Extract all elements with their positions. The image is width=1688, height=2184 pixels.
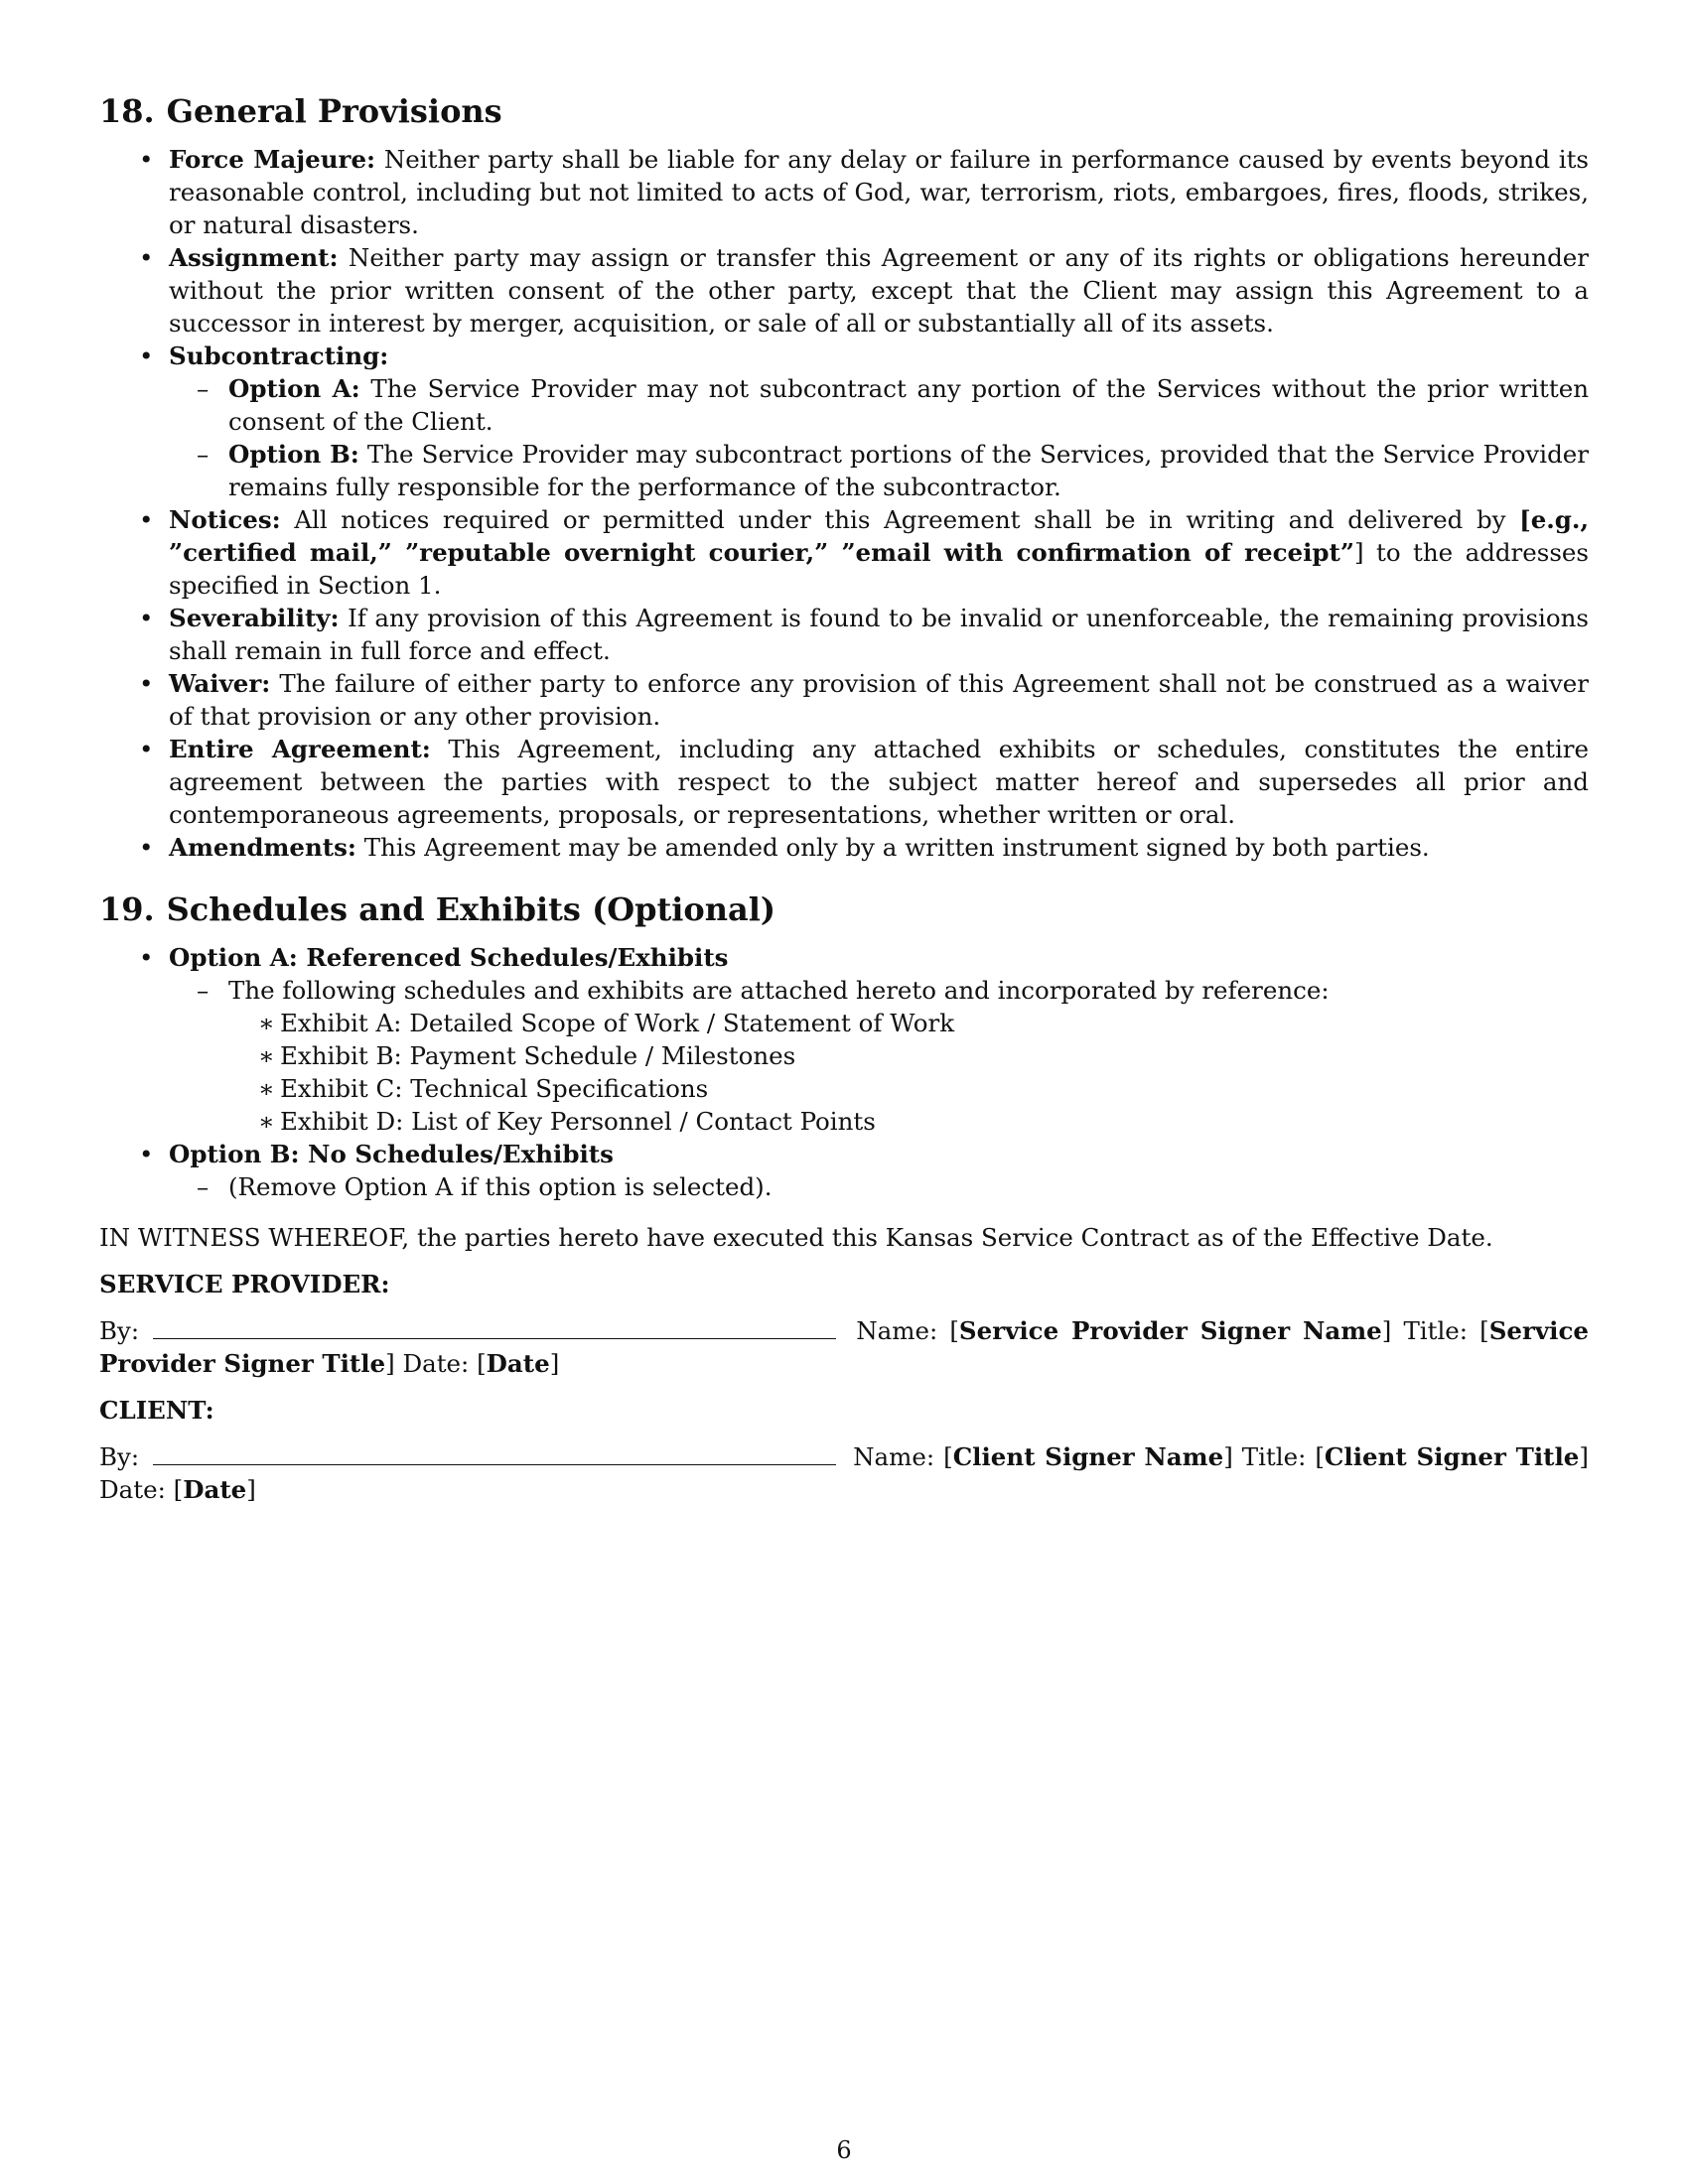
client-signature-line[interactable]: [153, 1440, 836, 1465]
list-item: – Option A: The Service Provider may not subcontract any portion of the Services without the prior written consent of the Client.: [169, 372, 1589, 438]
section-18-heading: 18. General Provisions: [99, 92, 502, 130]
exhibit-item: ∗ Exhibit B: Payment Schedule / Milestones: [228, 1039, 1589, 1072]
list-item: • Entire Agreement: This Agreement, including any attached exhibits or schedules, constitutes the entire agreement between the parties with respect to the subject matter hereof and supersedes all prior and contemporaneous agreements, proposals, or representations, whether written or oral.: [99, 733, 1589, 831]
provider-signature-line[interactable]: [153, 1314, 836, 1339]
exhibit-list: [228, 1007, 1589, 1138]
list-item: • Assignment: Neither party may assign or transfer this Agreement or any of its rights or obligations hereunder without the prior written consent of the other party, except that the Client may assign this Agreement to a successor in interest by merger, acquisition, or sale of all or substantially all of its assets.: [99, 241, 1589, 340]
list-item: • Force Majeure: Neither party shall be liable for any delay or failure in performance caused by events beyond its reasonable control, including but not limited to acts of God, war, terrorism, riots, embargoes, fires, floods, strikes, or natural disasters.: [99, 143, 1589, 241]
option-b-details: [169, 1170, 1589, 1203]
service-provider-signature-block: By: Name: [Service Provider Signer Name] Title: [Service Provider Signer Title] Date: [Date]: [99, 1316, 1589, 1378]
list-item: – Option B: The Service Provider may subcontract portions of the Services, provided that the Service Provider remains fully responsible for the performance of the subcontractor.: [169, 438, 1589, 503]
list-item: • Option B: No Schedules/Exhibits – (Remove Option A if this option is selected).: [99, 1138, 1589, 1203]
service-provider-heading: SERVICE PROVIDER:: [99, 1270, 390, 1298]
exhibit-item: ∗ Exhibit C: Technical Specifications: [228, 1072, 1589, 1105]
option-a-details: [169, 974, 1589, 1138]
list-item: – The following schedules and exhibits are attached hereto and incorporated by reference: ∗ Exhibit A: Detailed Scope of Work / Statement of Work ∗ Exhibit B: Payment Schedule / Milestones ∗ Exhibit C: Technical Specifications ∗ Exhibit D: List of Key Personnel / Contact Points: [169, 974, 1589, 1138]
document-page: [99, 91, 1589, 1506]
schedules-list: [99, 941, 1589, 1203]
exhibit-item: ∗ Exhibit D: List of Key Personnel / Contact Points: [228, 1105, 1589, 1138]
list-item: • Amendments: This Agreement may be amended only by a written instrument signed by both parties.: [99, 831, 1589, 864]
list-item: • Subcontracting: – Option A: The Service Provider may not subcontract any portion of the Services without the prior written consent of the Client. – Option B: The Service Provider may subcontract portions of the Services, provided that the Service Provider remains fully responsible for the performance of the subcontractor.: [99, 340, 1589, 503]
list-item: • Severability: If any provision of this Agreement is found to be invalid or unenforceable, the remaining provisions shall remain in full force and effect.: [99, 602, 1589, 667]
witness-clause: IN WITNESS WHEREOF, the parties hereto have executed this Kansas Service Contract as of the Effective Date.: [99, 1223, 1493, 1252]
list-item: – (Remove Option A if this option is selected).: [169, 1170, 1589, 1203]
client-signature-block: By: Name: [Client Signer Name] Title: [Client Signer Title] Date: [Date]: [99, 1442, 1589, 1504]
client-heading: CLIENT:: [99, 1396, 214, 1425]
subcontracting-options: [169, 372, 1589, 503]
section-19-heading: 19. Schedules and Exhibits (Optional): [99, 890, 776, 928]
list-item: • Option A: Referenced Schedules/Exhibits – The following schedules and exhibits are attached hereto and incorporated by reference: ∗ Exhibit A: Detailed Scope of Work / Statement of Work ∗ Exhibit B: Payment Schedule / Milestones ∗ Exhibit C: Technical Specifications ∗ Exhibit D: List of Key Personnel / Contact Points: [99, 941, 1589, 1138]
page-number: 6: [836, 2136, 852, 2164]
list-item: • Notices: All notices required or permitted under this Agreement shall be in writing and delivered by [e.g., ”certified mail,” ”reputable overnight courier,” ”email with confirmation of receipt”] to the addresses specified in Section 1.: [99, 503, 1589, 602]
exhibit-item: ∗ Exhibit A: Detailed Scope of Work / Statement of Work: [228, 1007, 1589, 1039]
general-provisions-list: [99, 143, 1589, 864]
list-item: • Waiver: The failure of either party to enforce any provision of this Agreement shall not be construed as a waiver of that provision or any other provision.: [99, 667, 1589, 733]
